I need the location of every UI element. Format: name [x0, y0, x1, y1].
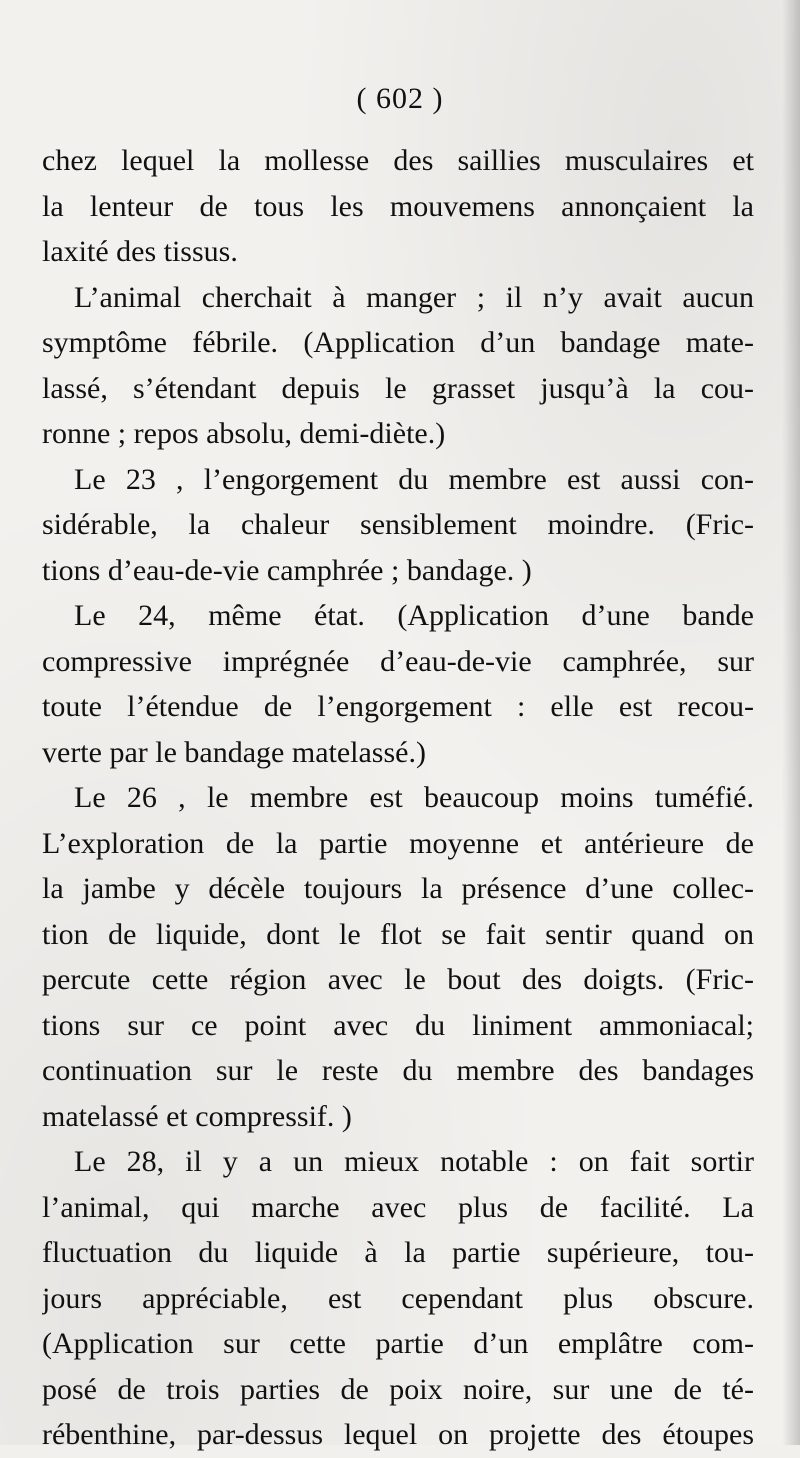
text-line: (Application sur cette partie d’un emplâtre com- — [42, 1327, 754, 1360]
text-line: tion de liquide, dont le flot se fait sentir quand on — [42, 917, 754, 951]
text-line: laxité des tissus. — [42, 235, 238, 268]
text-line: Le 24, même état. (Application d’une bande — [74, 599, 754, 632]
text-line: verte par le bandage matelassé.) — [42, 735, 426, 769]
text-line: la lenteur de tous les mouvemens annonçaient la — [42, 189, 754, 223]
text-line: Le 23 , l’engorgement du membre est aussi con- — [74, 462, 754, 496]
text-line: chez lequel la mollesse des saillies musculaires et — [42, 144, 754, 177]
text-line: Le 26 , le membre est beaucoup moins tuméfié. — [74, 781, 754, 814]
text-line: rébenthine, par-dessus lequel on projette des étoupes — [42, 1418, 754, 1451]
body-text — [42, 138, 754, 1458]
text-line: l’animal, qui marche avec plus de facilité. La — [42, 1190, 754, 1224]
text-line: jours appréciable, est cependant plus obscure. — [42, 1281, 754, 1315]
text-line: sidérable, la chaleur sensiblement moindre. (Fric- — [42, 508, 754, 541]
text-line: toute l’étendue de l’engorgement : elle est recou- — [42, 690, 754, 723]
text-line: Le 28, il y a un mieux notable : on fait sortir — [74, 1145, 754, 1178]
text-line: ronne ; repos absolu, demi-diète.) — [42, 417, 446, 450]
text-line: matelassé et compressif. ) — [42, 1099, 352, 1133]
text-line: la jambe y décèle toujours la présence d’une collec- — [42, 872, 754, 905]
text-line: posé de trois parties de poix noire, sur une de té- — [42, 1372, 754, 1406]
text-line: compressive imprégnée d’eau-de-vie camphrée, sur — [42, 644, 754, 678]
page-number: ( 602 ) — [356, 82, 444, 115]
text-line: L’animal cherchait à manger ; il n’y avait aucun — [74, 280, 754, 314]
text-line: symptôme fébrile. (Application d’un bandage mate- — [42, 326, 754, 359]
text-line: continuation sur le reste du membre des bandages — [42, 1054, 754, 1087]
text-line: tions sur ce point avec du liniment ammoniacal; — [42, 1008, 754, 1042]
text-line: tions d’eau-de-vie camphrée ; bandage. ) — [42, 553, 532, 587]
text-line: L’exploration de la partie moyenne et antérieure de — [42, 826, 754, 860]
page-edge-shadow — [782, 0, 800, 1445]
text-line: lassé, s’étendant depuis le grasset jusqu’à la cou- — [42, 371, 754, 405]
text-line: fluctuation du liquide à la partie supérieure, tou- — [42, 1236, 754, 1269]
text-line: percute cette région avec le bout des doigts. (Fric- — [42, 963, 754, 996]
